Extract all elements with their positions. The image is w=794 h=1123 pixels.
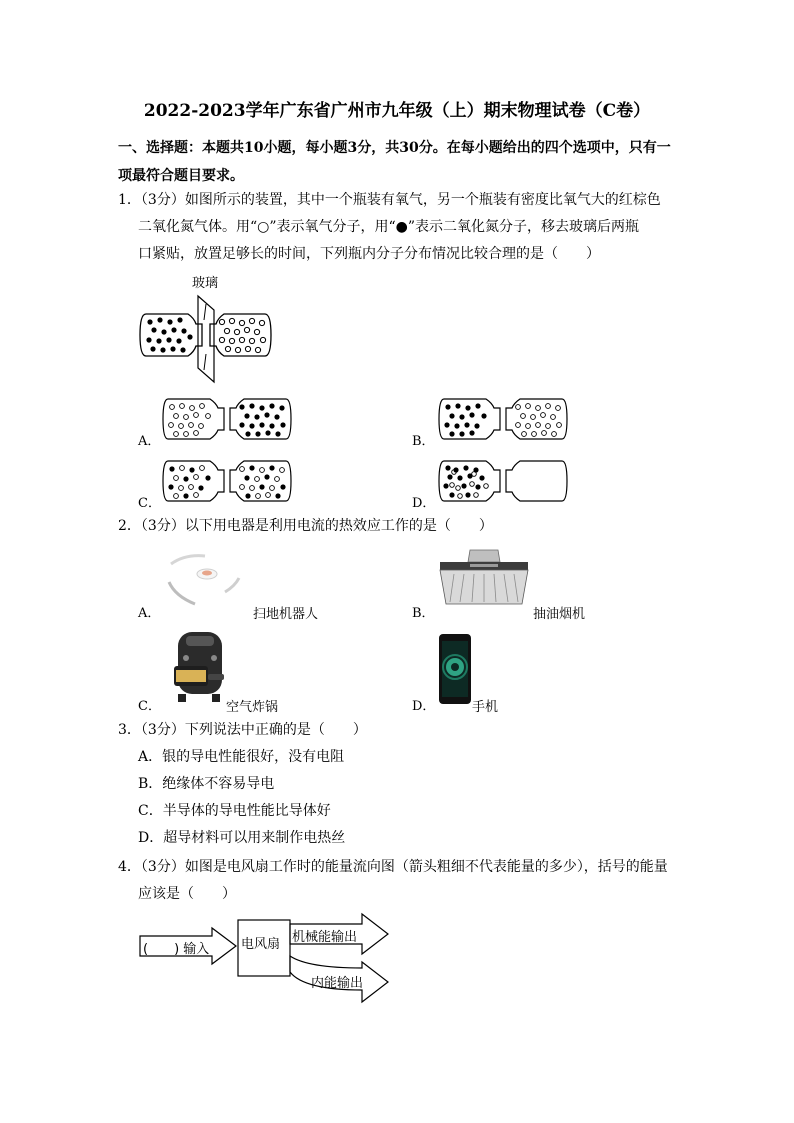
q2-option-b-label[interactable]: B． xyxy=(412,606,435,621)
question-1-line-3: 口紧贴，放置足够长的时间，下列瓶内分子分布情况比较合理的是（ ） xyxy=(138,246,600,262)
question-2-text: 2．（3分）以下用电器是利用电流的热效应工作的是（ ） xyxy=(118,518,493,534)
energy-input-label: ( ) 输入 xyxy=(143,942,210,957)
question-1-line-2: 二氧化氮气体。用“○”表示氧气分子，用“●”表示二氧化氮分子，移去玻璃后两瓶 xyxy=(138,219,640,235)
q1-option-a-figure xyxy=(162,396,292,442)
q3-option-a[interactable]: A．银的导电性能很好，没有电阻 xyxy=(138,749,345,765)
question-4-line-2: 应该是（ ） xyxy=(138,886,236,902)
question-4-line-1: 4．（3分）如图是电风扇工作时的能量流向图（箭头粗细不代表能量的多少），括号的能量 xyxy=(118,859,668,875)
q2-label-b: 抽油烟机 xyxy=(533,607,586,622)
internal-output-label: 内能输出 xyxy=(311,976,364,991)
q1-option-b-label[interactable]: B． xyxy=(412,434,435,449)
gas-diffusion-apparatus xyxy=(138,290,273,380)
range-hood-icon xyxy=(436,548,532,610)
electric-fan-label: 电风扇 xyxy=(241,937,281,952)
page-title: 2022-2023学年广东省广州市九年级（上）期末物理试卷（C卷） xyxy=(143,101,651,121)
q2-option-d-label[interactable]: D． xyxy=(412,699,436,714)
robot-vacuum-icon xyxy=(165,548,245,612)
q2-option-c-label[interactable]: C． xyxy=(138,699,161,714)
q1-option-c-figure xyxy=(162,458,292,504)
q2-label-a: 扫地机器人 xyxy=(253,607,319,622)
q3-option-b[interactable]: B．绝缘体不容易导电 xyxy=(138,776,275,792)
q3-option-c[interactable]: C．半导体的导电性能比导体好 xyxy=(138,803,331,819)
q3-option-d[interactable]: D．超导材料可以用来制作电热丝 xyxy=(138,830,346,846)
phone-icon xyxy=(438,633,472,705)
q1-option-a-label[interactable]: A． xyxy=(138,434,161,449)
question-1-line-1: 1．（3分）如图所示的装置，其中一个瓶装有氧气，另一个瓶装有密度比氧气大的红棕色 xyxy=(118,192,661,208)
section-heading: 一、选择题：本题共10小题，每小题3分，共30分。在每小题给出的四个选项中，只有一项最符合题目要求。 xyxy=(118,140,671,184)
glass-label: 玻璃 xyxy=(192,276,219,291)
q2-label-d: 手机 xyxy=(472,700,499,715)
q1-option-b-figure xyxy=(438,396,568,442)
energy-flow-diagram xyxy=(138,910,398,1010)
q2-option-a-label[interactable]: A． xyxy=(138,606,161,621)
question-3-text: 3．（3分）下列说法中正确的是（ ） xyxy=(118,722,367,738)
q1-option-d-figure xyxy=(438,458,568,504)
air-fryer-icon xyxy=(172,630,228,708)
q1-option-c-label[interactable]: C． xyxy=(138,496,161,511)
q2-label-c: 空气炸锅 xyxy=(226,700,279,715)
q1-option-d-label[interactable]: D． xyxy=(412,496,436,511)
mechanical-output-label: 机械能输出 xyxy=(292,930,358,945)
